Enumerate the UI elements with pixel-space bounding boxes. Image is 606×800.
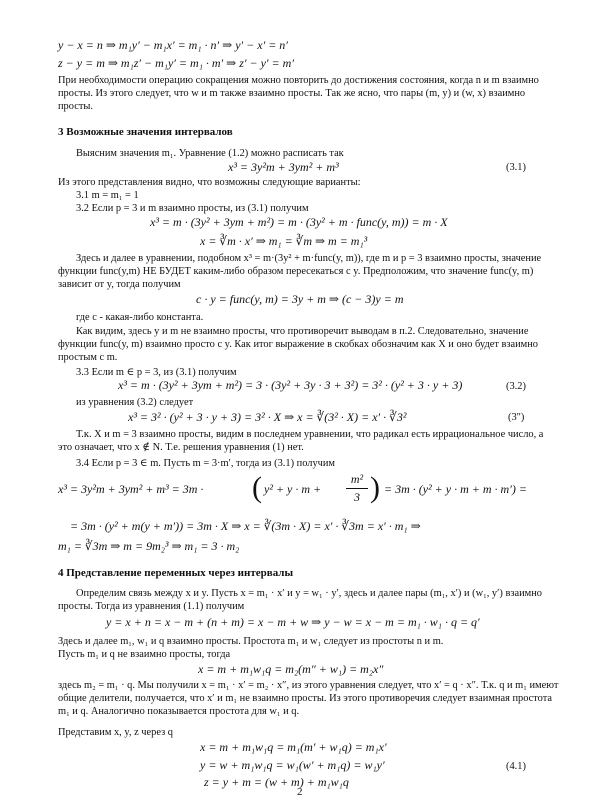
paragraph-line: просты. Тогда из уравнения (1.1) получим bbox=[58, 601, 245, 612]
paragraph-line: Определим связь между x и y. Пусть x = m₁ · x′ и y = w₁ · y′, здесь и далее пары (m₁, x′) и (w₁, y′) взаимно bbox=[76, 588, 542, 599]
fraction bbox=[346, 472, 368, 505]
paragraph-line: простым с m. bbox=[58, 352, 118, 363]
case-line: 3.3 Если m ∈ p = 3, из (3.1) получим bbox=[76, 367, 237, 378]
equation-number: (3.1) bbox=[506, 162, 526, 173]
equation-number: (4.1) bbox=[506, 761, 526, 772]
section-heading: 3 Возможные значения интервалов bbox=[58, 126, 233, 138]
equation-number: (3") bbox=[508, 412, 525, 423]
fraction-numerator: m² bbox=[350, 472, 364, 486]
equation-segment: y² + y · m + bbox=[264, 482, 322, 496]
paragraph-line: зависит от y, тогда получим bbox=[58, 279, 181, 290]
paragraph-line: Т.к. X и m = 3 взаимно просты, видим в последнем уравнении, что радикал есть иррациональное число, а bbox=[76, 429, 544, 440]
paragraph-line: Здесь и далее в уравнении, подобном x³ = m·(3y² + m·func(y, m)), где m и p = 3 взаимно просты, значение bbox=[76, 253, 542, 264]
right-paren: ) bbox=[370, 471, 380, 504]
paragraph-line: Представим x, y, z через q bbox=[58, 727, 173, 738]
paragraph-line: просты. Из этого следует, что w и m также взаимно просты. Так же ясно, что пары (m, y) и (w, x) взаимно bbox=[58, 88, 526, 99]
paragraph-line: где c - какая-либо константа. bbox=[76, 312, 204, 323]
paragraph-line: это означает, что x ∉ N. Т.е. решения уравнения (1) нет. bbox=[58, 442, 304, 453]
equation-line: y − x = n ⇒ m₁y′ − m₁x′ = m₁ · n′ ⇒ y′ − x′ = n′ bbox=[58, 38, 288, 52]
equation-line: x³ = 3y²m + 3ym² + m³ bbox=[228, 160, 339, 174]
equation-line: m₁ = ∛3m ⇒ m = 9m₂³ ⇒ m₁ = 3 · m₂ bbox=[58, 539, 240, 553]
equation-line: x = m + m₁w₁q = m₁(m′ + w₁q) = m₁x′ bbox=[200, 740, 387, 754]
paragraph-line: просты. bbox=[58, 101, 93, 112]
paragraph-line: общие делители, получается, что x′ и m₁ не взаимно просты. Из этого противоречия следует взаимная простота bbox=[58, 693, 553, 704]
paragraph-line: Здесь и далее m₁, w₁ и q взаимно просты. Простота m₁ и w₁ следует из простоты n и m. bbox=[58, 636, 444, 647]
fraction-denominator: 3 bbox=[354, 490, 360, 504]
equation-line: c · y = func(y, m) = 3y + m ⇒ (c − 3)y = m bbox=[196, 292, 404, 306]
equation-line: = 3m · (y² + m(y + m′)) = 3m · X ⇒ x = ∛(3m · X) = x′ · ∛3m = x′ · m₁ ⇒ bbox=[70, 519, 421, 533]
equation-line: x³ = m · (3y² + 3ym + m²) = 3 · (3y² + 3y · 3 + 3²) = 3² · (y² + 3 · y + 3) bbox=[118, 378, 463, 392]
paragraph-line: из уравнения (3.2) следует bbox=[76, 397, 194, 408]
case-line: 3.1 m = m₁ = 1 bbox=[76, 190, 139, 201]
equation-line: z = y + m = (w + m) + m₁w₁q bbox=[204, 775, 349, 789]
fraction-bar bbox=[346, 488, 368, 489]
paragraph-line: Выясним значения m₁. Уравнение (1.2) можно расписать так bbox=[76, 148, 344, 159]
paragraph-line: функции func(y,m) НЕ БУДЕТ каким-либо образом пересекаться с y. Предположим, что значение func(y, m) bbox=[58, 266, 534, 277]
paragraph-line: Пусть m₁ и q не взаимно просты, тогда bbox=[58, 649, 231, 660]
page-number: 2 bbox=[297, 786, 303, 798]
section-heading: 4 Представление переменных через интервалы bbox=[58, 567, 294, 579]
case-line: 3.2 Если p = 3 и m взаимно просты, из (3.1) получим bbox=[76, 203, 309, 214]
paragraph-line: Как видим, здесь y и m не взаимно просты, что противоречит выводам в п.2. Следовательно, значение bbox=[76, 326, 529, 337]
equation-segment: = 3m · (y² + y · m + m · m′) = bbox=[384, 482, 527, 496]
equation-line: x³ = 3² · (y² + 3 · y + 3) = 3² · X ⇒ x = ∛(3² · X) = x′ · ∛3² bbox=[128, 410, 407, 424]
equation-line: x = m + m₁w₁q = m₂(m″ + w₁) = m₂x″ bbox=[198, 662, 384, 676]
equation-number: (3.2) bbox=[506, 381, 526, 392]
paragraph-line: m₁ и q. Аналогично показывается простота для w₁ и q. bbox=[58, 706, 300, 717]
equation-line: x = ∛m · x′ ⇒ m₁ = ∛m ⇒ m = m₁³ bbox=[200, 234, 368, 248]
case-line: 3.4 Если p = 3 ∈ m. Пусть m = 3·m′, тогда из (3.1) получим bbox=[76, 458, 335, 469]
equation-line: x³ = m · (3y² + 3ym + m²) = m · (3y² + m · func(y, m)) = m · X bbox=[150, 215, 448, 229]
paragraph-line: функции func(y, m) взаимно просто с y. Как итог выражение в скобках обозначим как X и оно будет взаимно bbox=[58, 339, 538, 350]
paragraph-line: здесь m₂ = m₁ · q. Мы получили x = m₁ · x′ = m₂ · x″, из этого уравнения следует, что x′ = q · x″. Т.к. q и m₁ имеют bbox=[58, 680, 559, 691]
paragraph-line: При необходимости операцию сокращения можно повторить до достижения состояния, когда n и m взаимно bbox=[58, 75, 539, 86]
paragraph-line: Из этого представления видно, что возможны следующие варианты: bbox=[58, 177, 361, 188]
equation-line: y = w + m₁w₁q = w₁(w′ + m₁q) = w₁y′ bbox=[200, 758, 385, 772]
left-paren: ( bbox=[252, 471, 262, 504]
equation-block bbox=[58, 470, 578, 510]
equation-line: y = x + n = x − m + (n + m) = x − m + w ⇒ y − w = x − m = m₁ · w₁ · q = q′ bbox=[106, 615, 480, 629]
equation-segment: x³ = 3y²m + 3ym² + m³ = 3m · bbox=[58, 482, 204, 496]
equation-line: z − y = m ⇒ m₁z′ − m₁y′ = m₁ · m′ ⇒ z′ − y′ = m′ bbox=[58, 56, 294, 70]
